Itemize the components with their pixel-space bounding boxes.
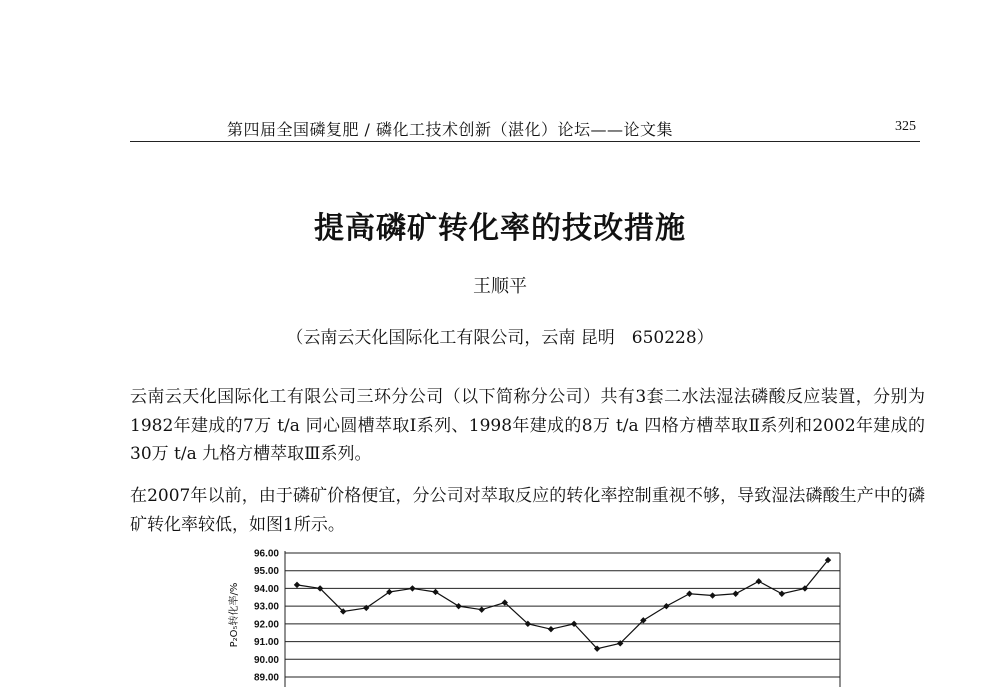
article-author: 王顺平 xyxy=(473,276,527,297)
data-point xyxy=(732,591,738,597)
y-tick-label: 90.00 xyxy=(253,654,279,666)
data-point xyxy=(663,603,669,609)
y-tick-label: 96.00 xyxy=(253,548,279,560)
data-point xyxy=(455,603,461,609)
series-line xyxy=(297,560,828,649)
data-point xyxy=(686,591,692,597)
data-point xyxy=(478,606,484,612)
article-title: 提高磷矿转化率的技改措施 xyxy=(314,211,686,246)
header-divider xyxy=(130,141,920,142)
y-tick-label: 93.00 xyxy=(253,601,279,613)
y-axis-label: P₂O₅转化率/% xyxy=(229,582,240,648)
data-point xyxy=(548,626,554,632)
page-number: 325 xyxy=(895,119,916,134)
data-point xyxy=(709,592,715,598)
data-point xyxy=(779,591,785,597)
y-tick-label: 89.00 xyxy=(253,672,279,684)
data-point xyxy=(432,589,438,595)
data-point xyxy=(294,582,300,588)
article-affiliation: （云南云天化国际化工有限公司，云南 昆明 650228） xyxy=(286,328,714,348)
y-tick-label: 94.00 xyxy=(253,583,279,595)
body-paragraph-2: 在2007年以前，由于磷矿价格便宜，分公司对萃取反应的转化率控制重视不够，导致湿法磷酸生产中的磷矿转化率较低，如图1所示。 xyxy=(130,486,925,535)
y-tick-label: 92.00 xyxy=(253,619,279,631)
running-header xyxy=(130,114,920,142)
body-paragraph-1: 云南云天化国际化工有限公司三环分公司（以下简称分公司）共有3套二水法湿法磷酸反应装置，分别为1982年建成的7万 t/a 同心圆槽萃取Ⅰ系列、1998年建成的8万 t/a 四格方槽萃取Ⅱ系列和2002年建成的30万 t/a 九格方槽萃取Ⅲ系列。 xyxy=(130,387,925,464)
y-tick-label: 95.00 xyxy=(253,566,279,578)
data-point xyxy=(756,578,762,584)
running-header-title: 第四届全国磷复肥 / 磷化工技术创新（湛化）论坛——论文集 xyxy=(226,120,674,139)
y-tick-label: 91.00 xyxy=(253,637,279,649)
data-point xyxy=(409,585,415,591)
conversion-rate-chart xyxy=(215,545,855,687)
